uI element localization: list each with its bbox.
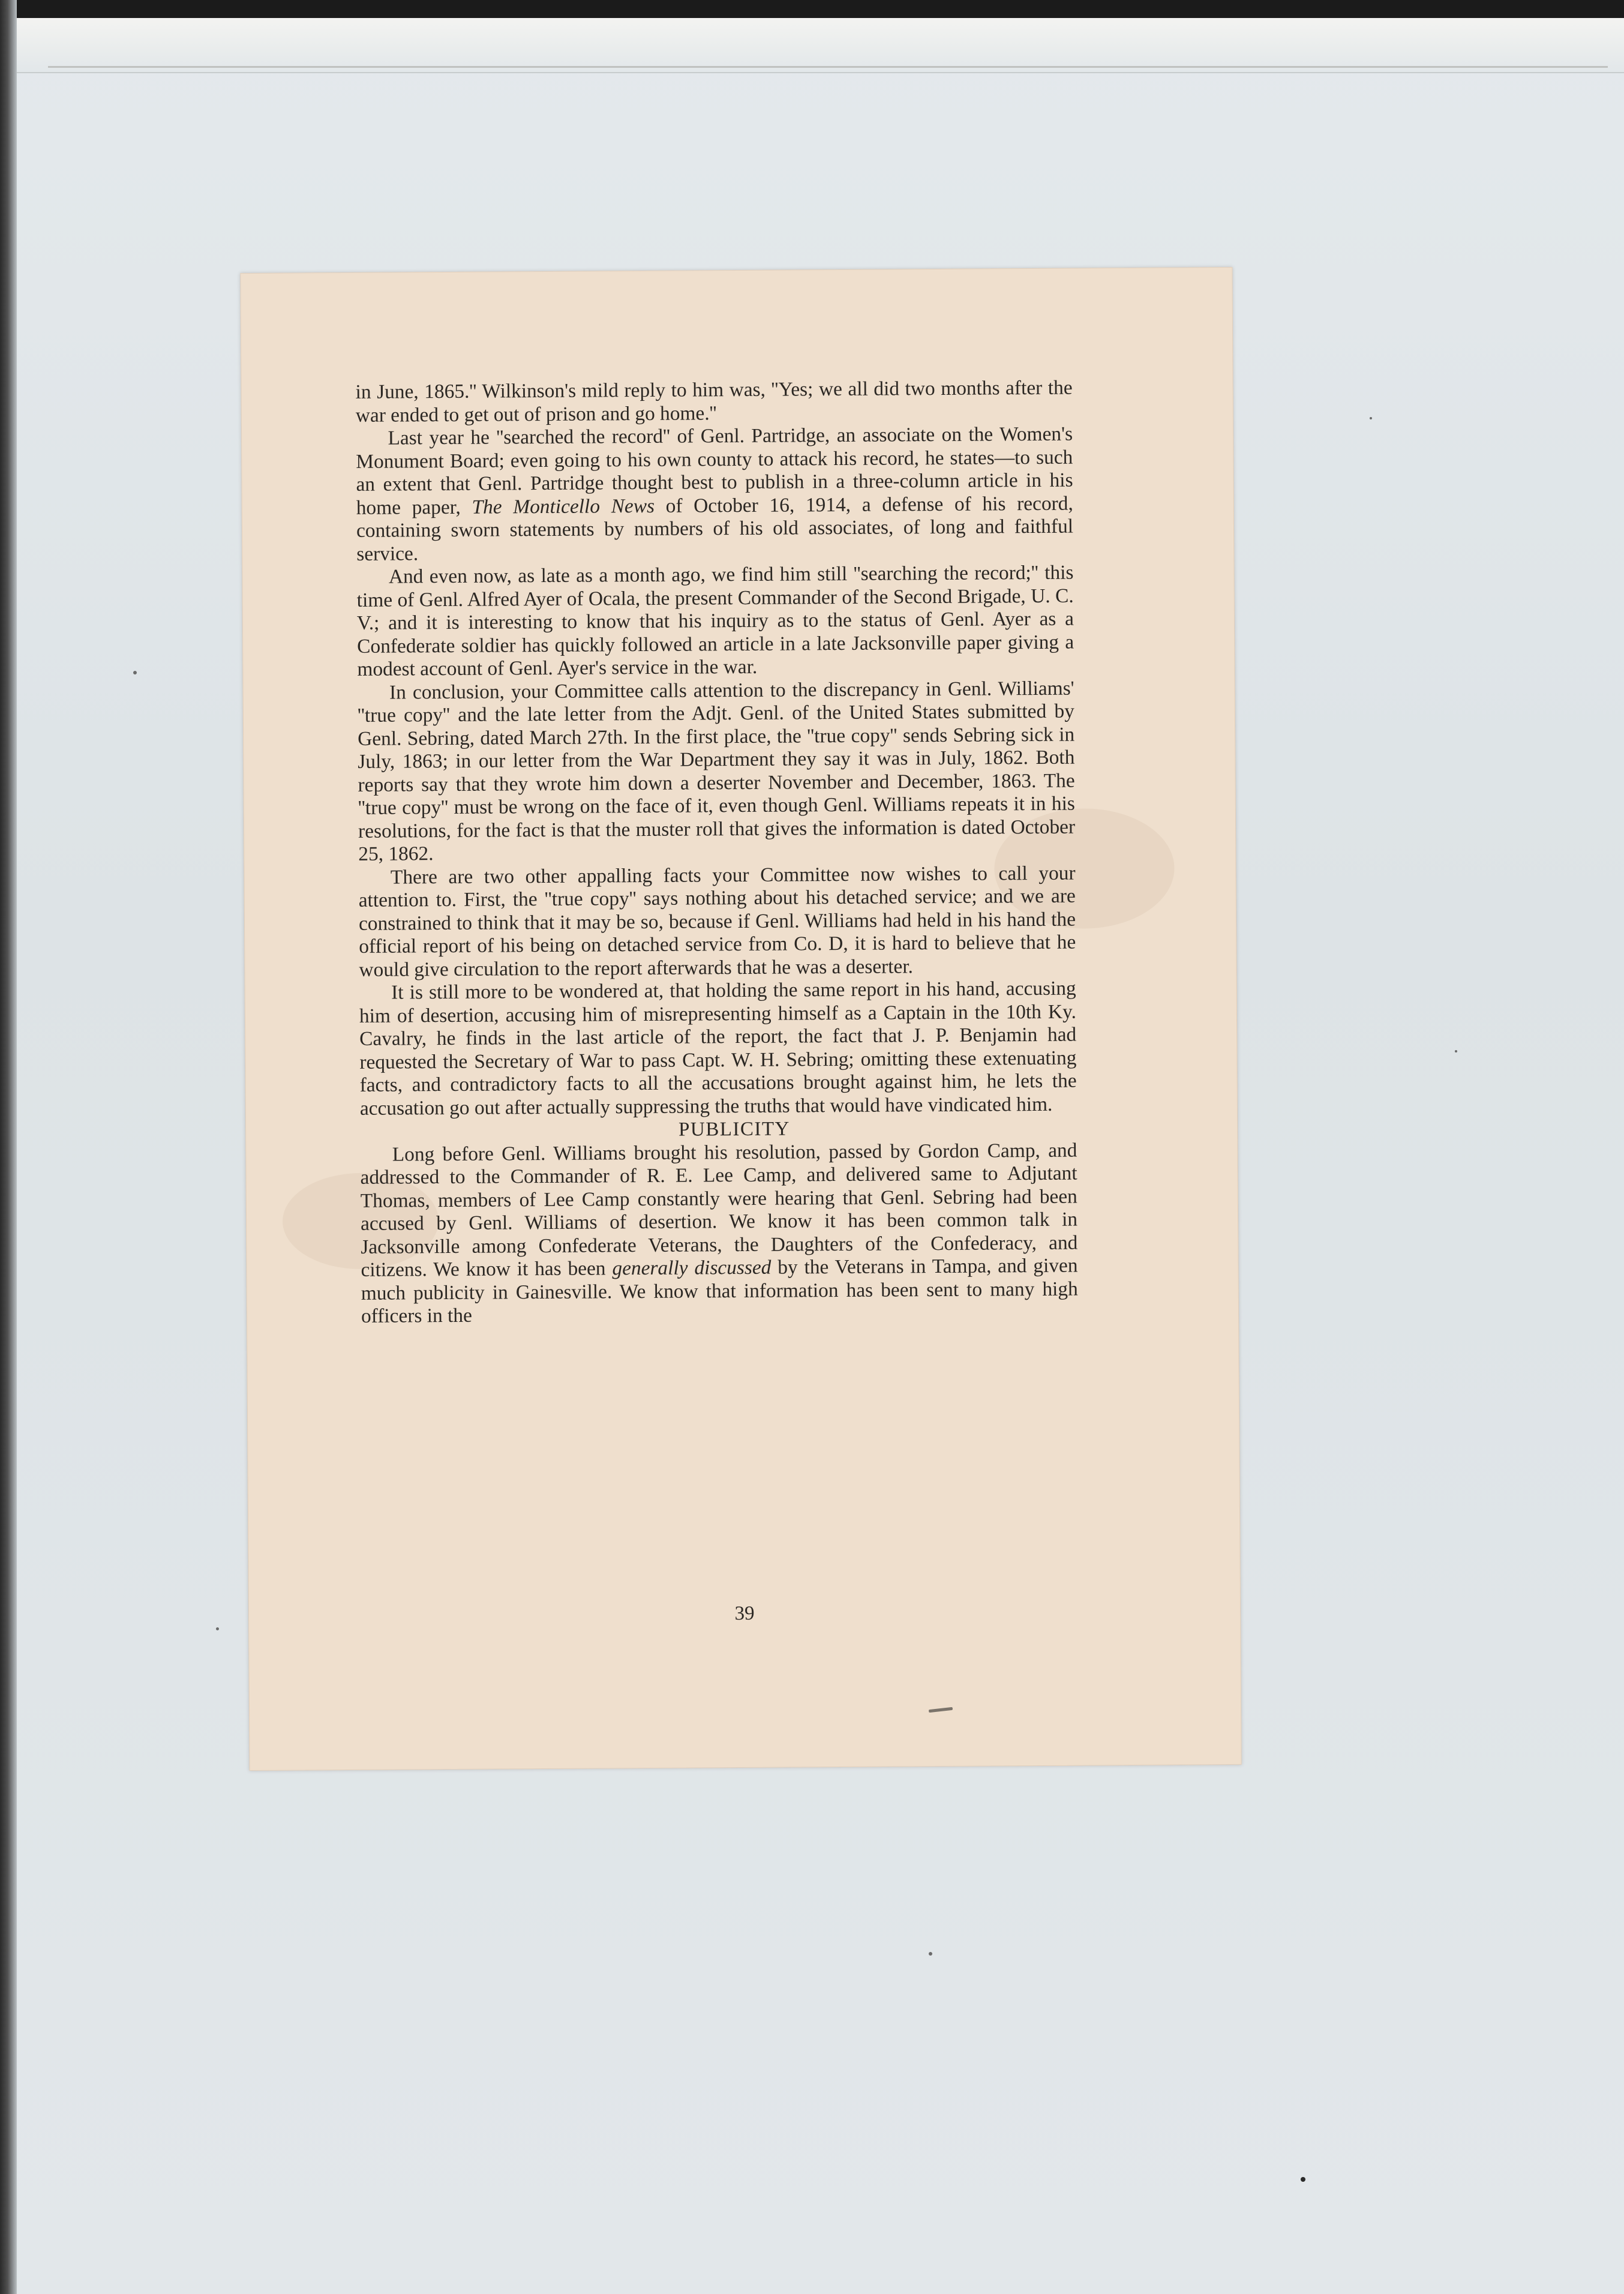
publicity-paragraph <box>360 1139 1078 1328</box>
ink-mark <box>929 1707 953 1713</box>
body-text <box>355 377 1078 1329</box>
paragraph-5: There are two other appalling facts your Committee now wishes to call your attention to. First, the ''true copy'' says nothing about his detached service; and we are constrained to think that it may be so, because if Genl. Williams had held in his hand the official report of his being on detached service from Co. D, it is hard to believe that he would give circulation to the report afterwards that he was a deserter. <box>358 862 1076 981</box>
newspaper-title: The Monticello News <box>472 494 655 518</box>
dust-speck <box>929 1952 932 1956</box>
paragraph-2-part-a: Last year he ''searched the record'' of Genl. Partridge, an associate on the Women's Monument Board; even going to his own county to attack his record, he states—to such an extent that Genl. Partridge thought best to publish in a three-column article in his home paper, <box>356 422 1073 519</box>
dust-speck <box>133 671 137 674</box>
page-number: 39 <box>734 1602 755 1625</box>
dust-speck <box>216 1627 219 1630</box>
emphasis-text: generally discussed <box>612 1256 772 1280</box>
publicity-part-c: by the Veterans in Tampa, and given much publicity in Gainesville. We know that information has been sent to many high officers in the <box>361 1254 1078 1327</box>
paragraph-2-part-c: of October 16, 1914, a defense of his record, containing sworn statements by numbers of his old associates, of long and faithful service. <box>356 492 1074 565</box>
document-page <box>240 267 1241 1771</box>
paragraph-1: in June, 1865.'' Wilkinson's mild reply to him was, ''Yes; we all did two months after the war ended to get out of prison and go home.'' <box>355 376 1073 427</box>
paragraph-4: In conclusion, your Committee calls attention to the discrepancy in Genl. Williams' ''true copy'' and the late letter from the Adjt. Genl. of the United States submitted by Genl. Sebring, dated March 27th. In the first place, the ''true copy'' sends Sebring sick in July, 1863; in our letter from the War Department they say it was in July, 1862. Both reports say that they wrote him down a deserter November and December, 1863. The ''true copy'' must be wrong on the face of it, even though Genl. Williams repeats it in his resolutions, for the fact is that the muster roll that gives the information is dated October 25, 1862. <box>357 677 1076 865</box>
dust-speck <box>1301 2177 1305 2182</box>
paragraph-3: And even now, as late as a month ago, we find him still ''searching the record;'' this time of Genl. Alfred Ayer of Ocala, the present Commander of the Second Brigade, U. C. V.; and it is interesting to know that his inquiry as to the status of Genl. Ayer as a Confederate soldier has quickly followed an article in a late Jacksonville paper giving a modest account of Genl. Ayer's service in the war. <box>356 561 1074 680</box>
publicity-part-a: Long before Genl. Williams brought his resolution, passed by Gordon Camp, and addressed to the Commander of R. E. Lee Camp, and delivered same to Adjutant Thomas, members of Lee Camp constantly were hearing that Genl. Sebring had been accused by Genl. Williams of desertion. We know it has been common talk in Jacksonville among Confederate Veterans, the Daughters of the Confederacy, and citizens. We know it has been <box>360 1139 1078 1281</box>
section-heading: PUBLICITY <box>678 1118 791 1141</box>
scanner-lid-strip <box>17 18 1624 73</box>
scanner-strip-line <box>48 66 1608 68</box>
dust-speck <box>1370 417 1372 419</box>
paragraph-2 <box>356 423 1073 566</box>
scanner-top-edge <box>0 0 1624 18</box>
dust-speck <box>1455 1050 1457 1052</box>
paragraph-6: It is still more to be wondered at, that holding the same report in his hand, accusing him of desertion, accusing him of misrepresenting himself as a Captain in the 10th Ky. Cavalry, he finds in the last article of the report, the fact that J. P. Benjamin had requested the Secretary of War to pass Capt. W. H. Sebring; omitting these extenuating facts, and contradictory facts to all the accusations brought against him, he lets the accusation go out after actually suppressing the truths that would have vindicated him. <box>359 977 1077 1120</box>
scanner-left-edge <box>0 0 17 2294</box>
